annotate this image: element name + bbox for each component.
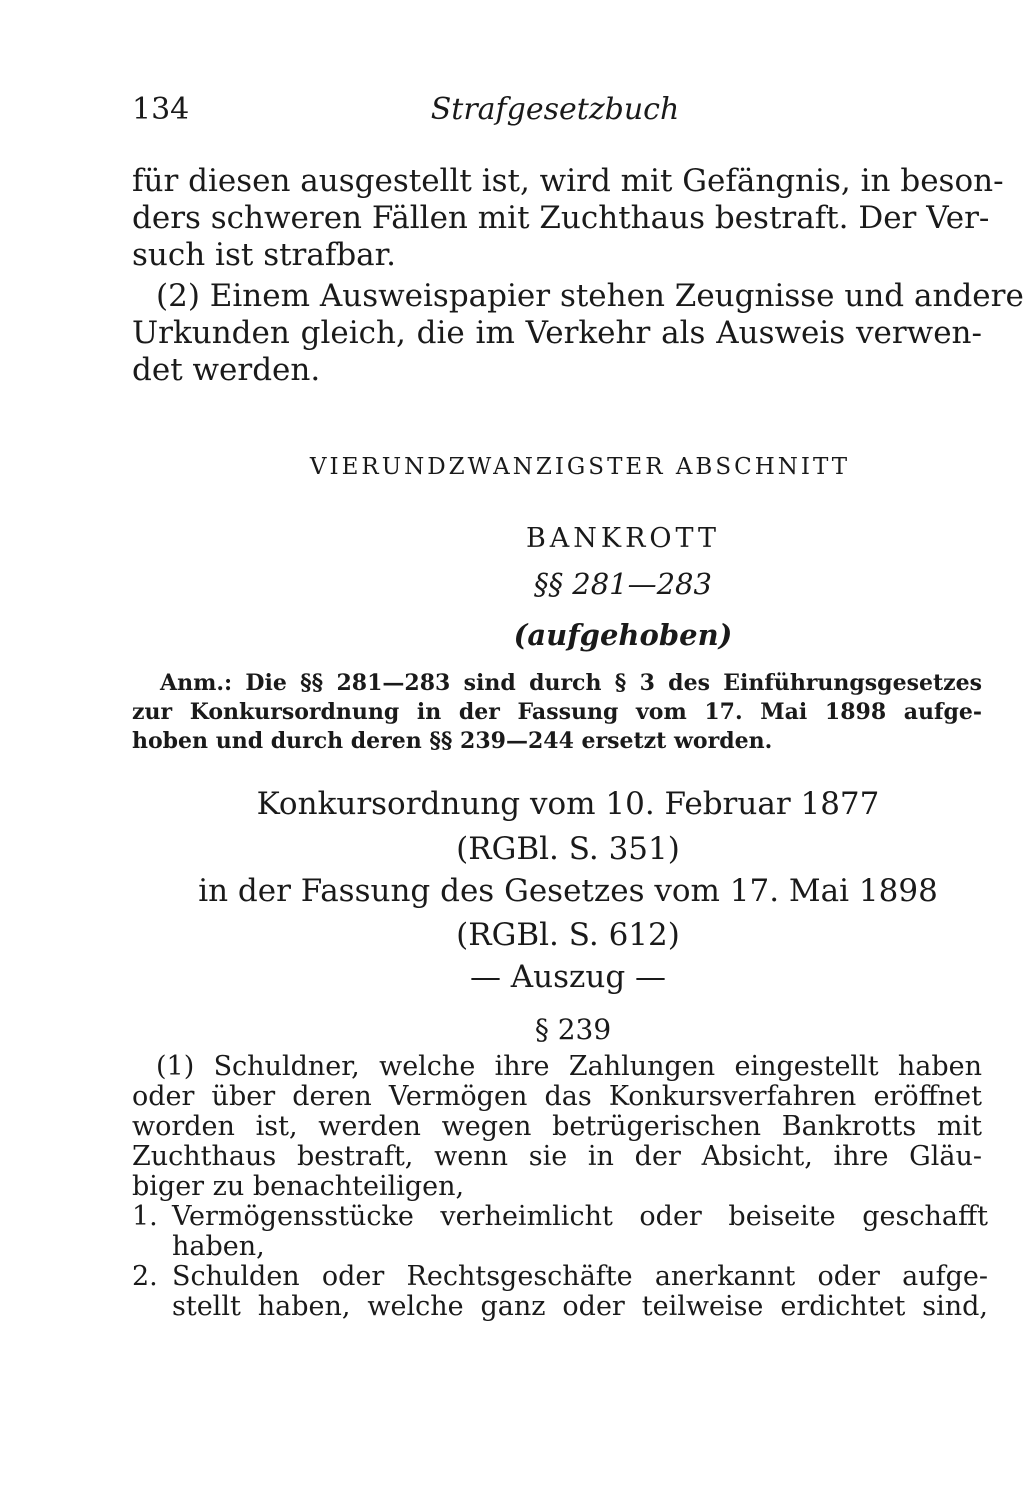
running-header-title: Strafgesetzbuch	[430, 92, 680, 127]
list-item	[132, 1262, 988, 1322]
text-line: worden ist, werden wegen betrügerischen Bankrotts mit	[132, 1111, 982, 1142]
law-reference-1: (RGBl. S. 351)	[456, 831, 680, 867]
text-line: (1) Schuldner, welche ihre Zahlungen eingestellt haben	[156, 1051, 982, 1082]
section-title: BANKROTT	[525, 523, 721, 554]
text-line: biger zu benachteiligen,	[132, 1171, 465, 1202]
list-item	[132, 1202, 988, 1262]
list-item-line: Schulden oder Rechtsgeschäfte anerkannt oder aufge-	[172, 1261, 988, 1292]
section-239-heading: § 239	[534, 1013, 612, 1046]
law-excerpt-label: — Auszug —	[469, 959, 667, 995]
section-heading: VIERUNDZWANZIGSTER ABSCHNITT	[309, 454, 851, 480]
note-line: hoben und durch deren §§ 239—244 ersetzt worden.	[132, 728, 773, 754]
law-version: in der Fassung des Gesetzes vom 17. Mai 1898	[198, 873, 938, 909]
paragraph-range: §§ 281—283	[534, 567, 712, 601]
list-item-number: 2.	[132, 1261, 158, 1292]
note-line: zur Konkursordnung in der Fassung vom 17. Mai 1898 aufge-	[132, 699, 982, 725]
continuation-paragraph	[132, 163, 1004, 274]
text-line: für diesen ausgestellt ist, wird mit Gefängnis, in beson-	[132, 163, 1004, 199]
list-item-line: Vermögensstücke verheimlicht oder beiseite geschafft	[172, 1201, 988, 1232]
text-line: oder über deren Vermögen das Konkursverfahren eröffnet	[132, 1081, 982, 1112]
note-line: Anm.: Die §§ 281—283 sind durch § 3 des Einführungsgesetzes	[160, 670, 982, 696]
law-reference-2: (RGBl. S. 612)	[456, 917, 680, 953]
page-number: 134	[132, 92, 190, 127]
text-line: Urkunden gleich, die im Verkehr als Ausweis verwen-	[132, 315, 982, 351]
list-item-line: haben,	[172, 1231, 265, 1262]
repealed-status: (aufgehoben)	[513, 618, 733, 652]
list-item-number: 1.	[132, 1201, 158, 1232]
annotation-note	[132, 669, 982, 756]
section-239-paragraph	[132, 1052, 982, 1202]
paragraph-2	[132, 278, 1024, 389]
text-line: such ist strafbar.	[132, 237, 396, 273]
text-line: ders schweren Fällen mit Zuchthaus bestraft. Der Ver-	[132, 200, 990, 236]
list-item-line: stellt haben, welche ganz oder teilweise erdichtet sind,	[172, 1291, 988, 1322]
text-line: Zuchthaus bestraft, wenn sie in der Absicht, ihre Gläu-	[132, 1141, 982, 1172]
text-line: det werden.	[132, 352, 321, 388]
law-title: Konkursordnung vom 10. Februar 1877	[256, 786, 880, 822]
text-line: (2) Einem Ausweispapier stehen Zeugnisse und andere	[156, 278, 1024, 314]
